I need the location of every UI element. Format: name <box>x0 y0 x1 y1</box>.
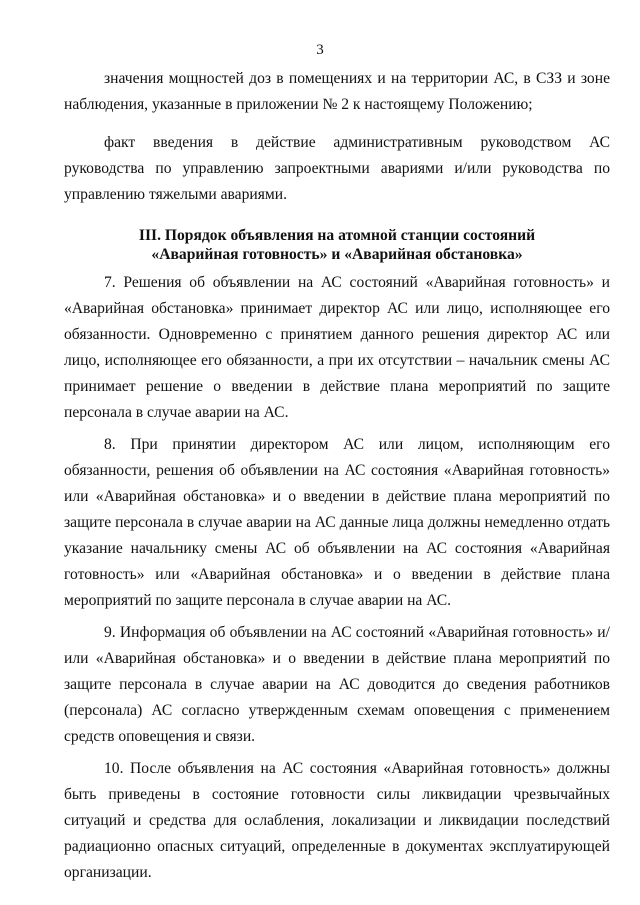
paragraph-item-7: 7. Решения об объявлении на АС состояний «Аварийная готовность» и «Аварийная обстановка» принимает директор АС или лицо, исполняющее его обязанности. Одновременно с принятием данного решения директор АС или лицо, исполняющее его обязанности, а при их отсутствии – начальник смены АС принимает решение о введении в действие плана мероприятий по защите персонала в случае аварии на АС. <box>64 274 610 421</box>
paragraph-item-9: 9. Информация об объявлении на АС состояний «Аварийная готовность» и/или «Аварийная обстановка» и о введении в действие плана мероприятий по защите персонала в случае аварии на АС доводится до сведения работников (персонала) АС согласно утвержденным схемам оповещения с применением средств оповещения и связи. <box>64 624 610 745</box>
paragraph-management-fact: факт введения в действие административным руководством АС руководства по управлению запроектными авариями и/или руководства по управлению тяжелыми авариями. <box>64 134 610 203</box>
document-body <box>64 66 610 886</box>
page-number: 3 <box>316 42 324 58</box>
paragraph-dose-values: значения мощностей доз в помещениях и на территории АС, в СЗЗ и зоне наблюдения, указанные в приложении № 2 к настоящему Положению; <box>64 70 610 113</box>
paragraph-item-10: 10. После объявления на АС состояния «Аварийная готовность» должны быть приведены в состояние готовности силы ликвидации чрезвычайных ситуаций и средства для ослабления, локализации и ликвидации последствий радиационно опасных ситуаций, определенные в документах эксплуатирующей организации. <box>64 760 610 881</box>
paragraph-item-8: 8. При принятии директором АС или лицом, исполняющим его обязанности, решения об объявлении на АС состояния «Аварийная готовность» или «Аварийная обстановка» и о введении в действие плана мероприятий по защите персонала в случае аварии на АС данные лица должны немедленно отдать указание начальнику смены АС об объявлении на АС состояния «Аварийная готовность» или «Аварийная обстановка» и о введении в действие плана мероприятий по защите персонала в случае аварии на АС. <box>64 436 610 609</box>
section-heading-iii: III. Порядок объявления на атомной станции состояний «Аварийная готовность» и «Аварийная обстановка» <box>138 227 536 263</box>
